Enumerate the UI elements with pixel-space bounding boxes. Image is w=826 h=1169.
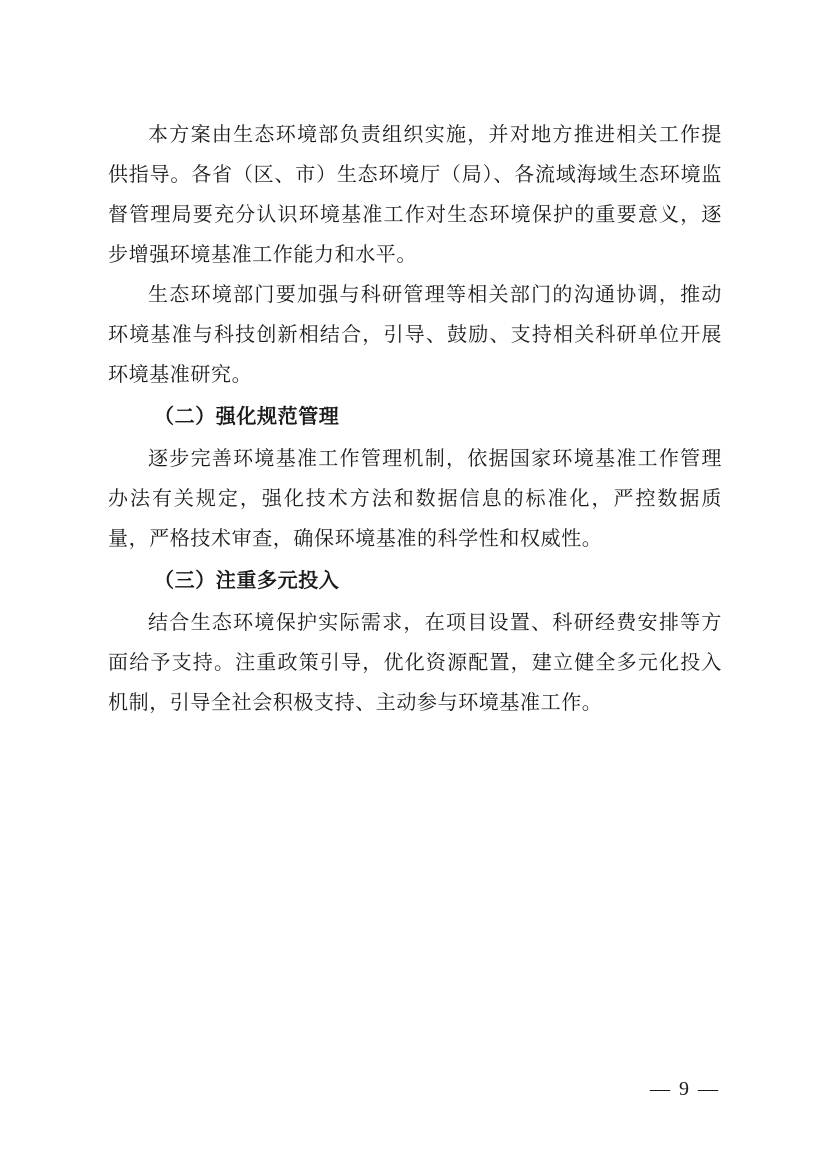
paragraph-management: 逐步完善环境基准工作管理机制，依据国家环境基准工作管理办法有关规定，强化技术方法和数据信息的标准化，严控数据质量，严格技术审查，确保环境基准的科学性和权威性。 [108,446,722,550]
paragraph-investment: 结合生态环境保护实际需求，在项目设置、科研经费安排等方面给予支持。注重政策引导，优化资源配置，建立健全多元化投入机制，引导全社会积极支持、主动参与环境基准工作。 [108,610,722,714]
page-number: — 9 — [650,1078,720,1100]
document-body [108,114,722,722]
paragraph-coordination: 生态环境部门要加强与科研管理等相关部门的沟通协调，推动环境基准与科技创新相结合，引导、鼓励、支持相关科研单位开展环境基准研究。 [108,282,722,386]
paragraph-implementation: 本方案由生态环境部负责组织实施，并对地方推进相关工作提供指导。各省（区、市）生态环境厅（局）、各流域海域生态环境监督管理局要充分认识环境基准工作对生态环境保护的重要意义，逐步增强环境基准工作能力和水平。 [108,122,722,266]
section-heading-management: （二）强化规范管理 [154,404,340,428]
section-heading-investment: （三）注重多元投入 [154,568,340,592]
